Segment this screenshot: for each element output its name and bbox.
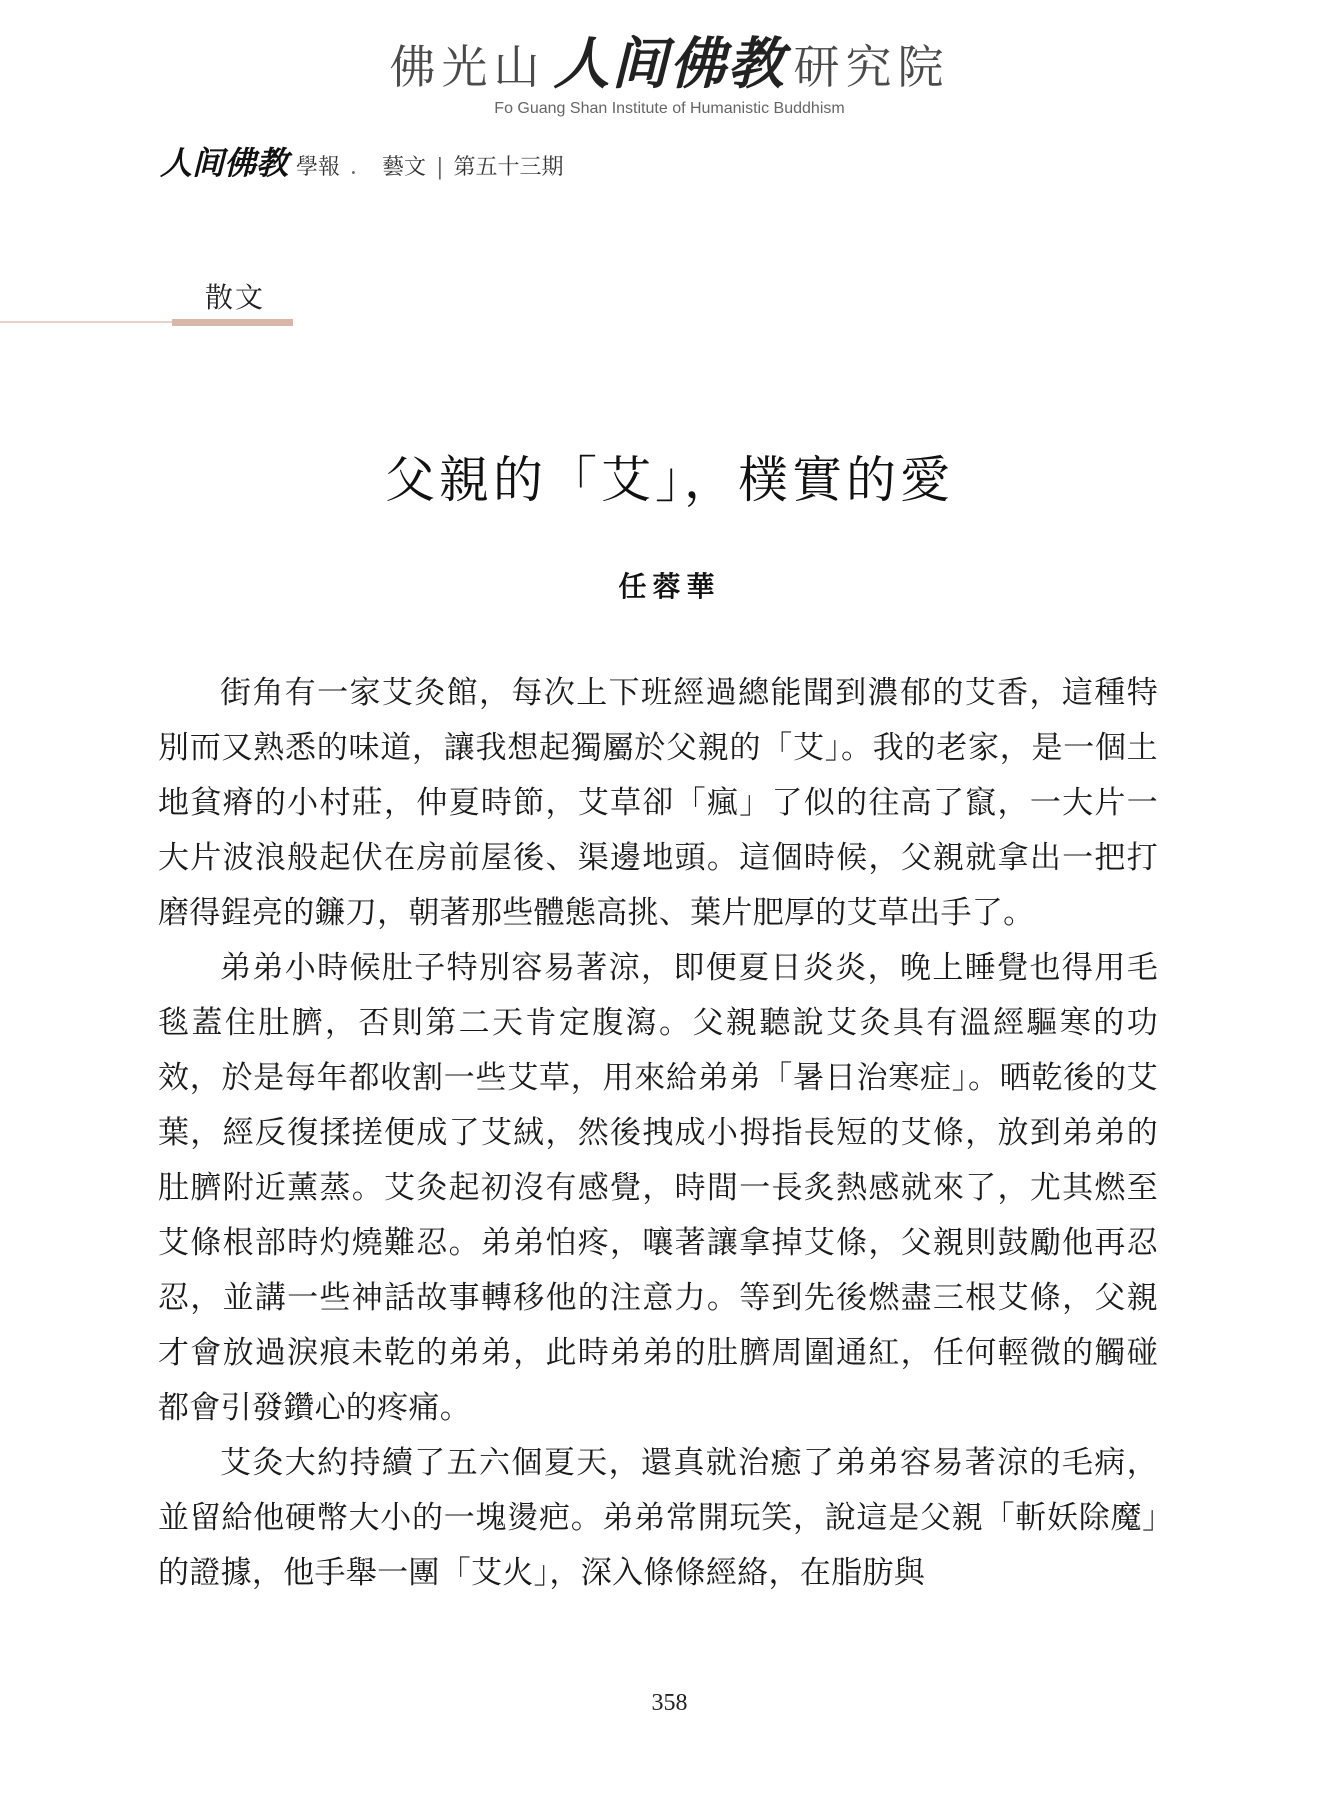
org-prefix: 佛光山: [389, 40, 546, 94]
journal-brand: 人间佛教: [160, 144, 289, 182]
journal-dot: ．: [350, 155, 373, 180]
institute-logo: [0, 30, 1339, 102]
journal-separator: |: [436, 155, 444, 180]
journal-issue: 第五十三期: [453, 155, 564, 180]
article-author: 任蓉華: [618, 570, 721, 603]
journal-header: [160, 138, 564, 184]
journal-name: 學報: [296, 155, 341, 180]
page-number: 358: [651, 1690, 688, 1716]
paragraph-2: 弟弟小時候肚子特別容易著涼，即便夏日炎炎，晚上睡覺也得用毛毯蓋住肚臍，否則第二天肯定腹瀉。父親聽說艾灸具有溫經驅寒的功效，於是每年都收割一些艾草，用來給弟弟「暑日治寒症」。晒乾後的艾葉，經反復揉搓便成了艾絨，然後拽成小拇指長短的艾條，放到弟弟的肚臍附近薰蒸。艾灸起初沒有感覺，時間一長炙熱感就來了，尤其燃至艾條根部時灼燒難忍。弟弟怕疼，嚷著讓拿掉艾條，父親則鼓勵他再忍忍，並講一些神話故事轉移他的注意力。等到先後燃盡三根艾條，父親才會放過淚痕未乾的弟弟，此時弟弟的肚臍周圍通紅，任何輕微的觸碰都會引發鑽心的疼痛。: [158, 950, 1158, 1426]
paragraph-1: 街角有一家艾灸館，每次上下班經過總能聞到濃郁的艾香，這種特別而又熟悉的味道，讓我想起獨屬於父親的「艾」。我的老家，是一個土地貧瘠的小村莊，仲夏時節，艾草卻「瘋」了似的往高了竄，一大片一大片波浪般起伏在房前屋後、渠邊地頭。這個時候，父親就拿出一把打磨得鋥亮的鐮刀，朝著那些體態高挑、葉片肥厚的艾草出手了。: [158, 675, 1158, 931]
article-title: 父親的「艾」，樸實的愛: [385, 451, 954, 509]
paragraph-3: 艾灸大約持續了五六個夏天，還真就治癒了弟弟容易著涼的毛病，並留給他硬幣大小的一塊燙疤。弟弟常開玩笑，說這是父親「斬妖除魔」的證據，他手舉一團「艾火」，深入條條經絡，在脂肪與: [158, 1445, 1158, 1591]
institute-english-name: Fo Guang Shan Institute of Humanistic Buddhism: [494, 100, 845, 117]
institute-masthead: [0, 30, 1339, 118]
article-body: [158, 666, 1158, 1601]
org-brand-calligraphy: 人间佛教: [553, 32, 786, 97]
journal-section: 藝文: [382, 155, 427, 180]
section-divider-accent: [172, 319, 293, 326]
org-suffix: 研究院: [793, 40, 950, 94]
section-label: 散文: [205, 281, 266, 314]
